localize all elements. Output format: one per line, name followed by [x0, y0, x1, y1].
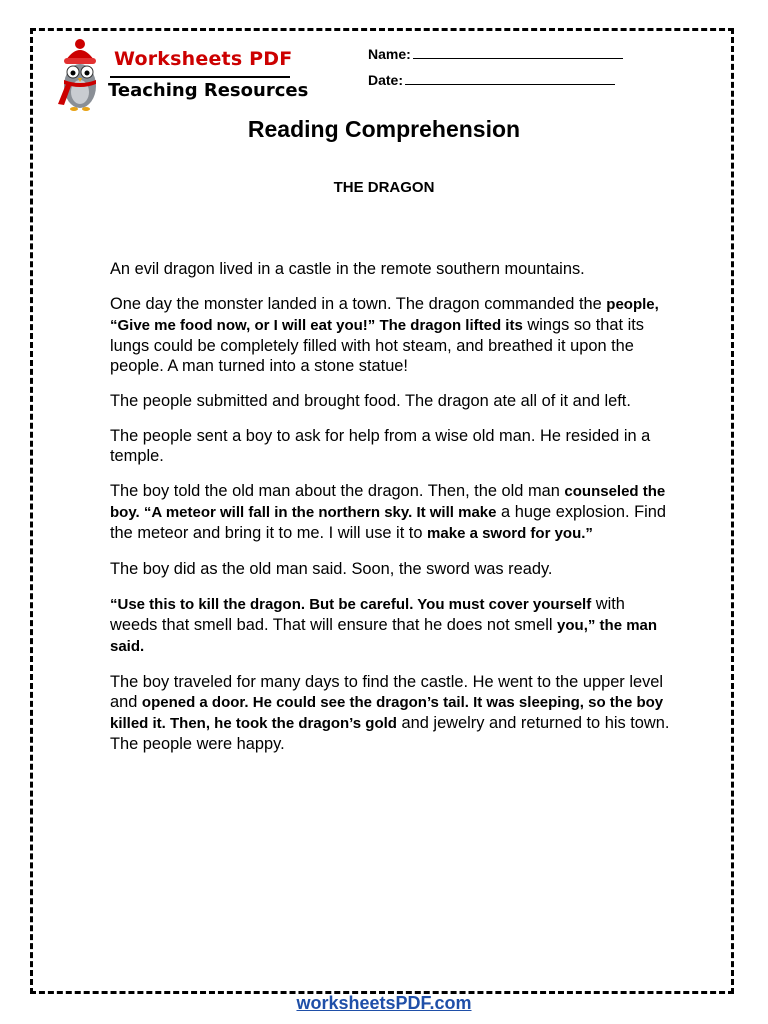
bold-text: you,” the man said. — [110, 617, 658, 655]
story-paragraph — [110, 481, 670, 544]
story-paragraph — [110, 259, 670, 279]
date-blank[interactable] — [405, 72, 615, 85]
text: and jewelry and returned to his town. The people were happy. — [110, 714, 670, 753]
bold-text: make a sword for you.” — [427, 525, 593, 542]
date-field[interactable] — [368, 72, 615, 88]
text: The boy traveled for many days to find the castle. He went to the upper level and — [110, 673, 664, 711]
story-paragraph — [110, 559, 670, 579]
bold-text: opened a door. He could see the dragon’s tail. It was sleeping, so the boy killed it. Then, he took the dragon’s gold — [110, 694, 664, 732]
brand-logo — [52, 38, 309, 118]
footer-link[interactable]: worksheetsPDF.com — [296, 993, 472, 1013]
text: The people submitted and brought food. The dragon ate all of it and left. — [110, 392, 631, 410]
owl-mascot-icon — [52, 38, 108, 116]
text: The people sent a boy to ask for help from a wise old man. He resided in a temple. — [110, 427, 651, 465]
name-field[interactable] — [368, 46, 623, 62]
text: The boy told the old man about the dragon. Then, the old man — [110, 482, 565, 500]
name-label: Name: — [368, 46, 411, 62]
bold-text: “Use this to kill the dragon. But be careful. You must cover yourself — [110, 596, 592, 613]
bold-text: counseled the boy. “A meteor will fall in the northern sky. It will make — [110, 483, 666, 521]
story-paragraph — [110, 426, 670, 466]
text: a huge explosion. Find the meteor and bring it to me. I will use it to — [110, 503, 666, 542]
story-paragraph — [110, 294, 670, 376]
date-label: Date: — [368, 72, 404, 88]
bold-text: people, “Give me food now, or I will eat you!” The dragon lifted its — [110, 296, 659, 334]
text: wings so that its lungs could be completely filled with hot steam, and breathed it upon the people. A man turned into a stone statue! — [110, 316, 644, 375]
text: One day the monster landed in a town. The dragon commanded the — [110, 295, 607, 313]
story-paragraph — [110, 672, 670, 754]
brand-divider — [110, 76, 290, 78]
text: The boy did as the old man said. Soon, the sword was ready. — [110, 560, 553, 578]
brand-subtitle: Teaching Resources — [108, 80, 309, 101]
brand-title: Worksheets PDF — [114, 48, 293, 70]
page-title: Reading Comprehension — [247, 116, 521, 142]
story-paragraph — [110, 594, 670, 657]
name-blank[interactable] — [413, 46, 623, 59]
story-body — [110, 259, 670, 769]
story-paragraph — [110, 391, 670, 411]
story-title: THE DRAGON — [333, 179, 435, 196]
text: with weeds that smell bad. That will ensure that he does not smell — [110, 595, 625, 634]
text: An evil dragon lived in a castle in the remote southern mountains. — [110, 260, 585, 278]
